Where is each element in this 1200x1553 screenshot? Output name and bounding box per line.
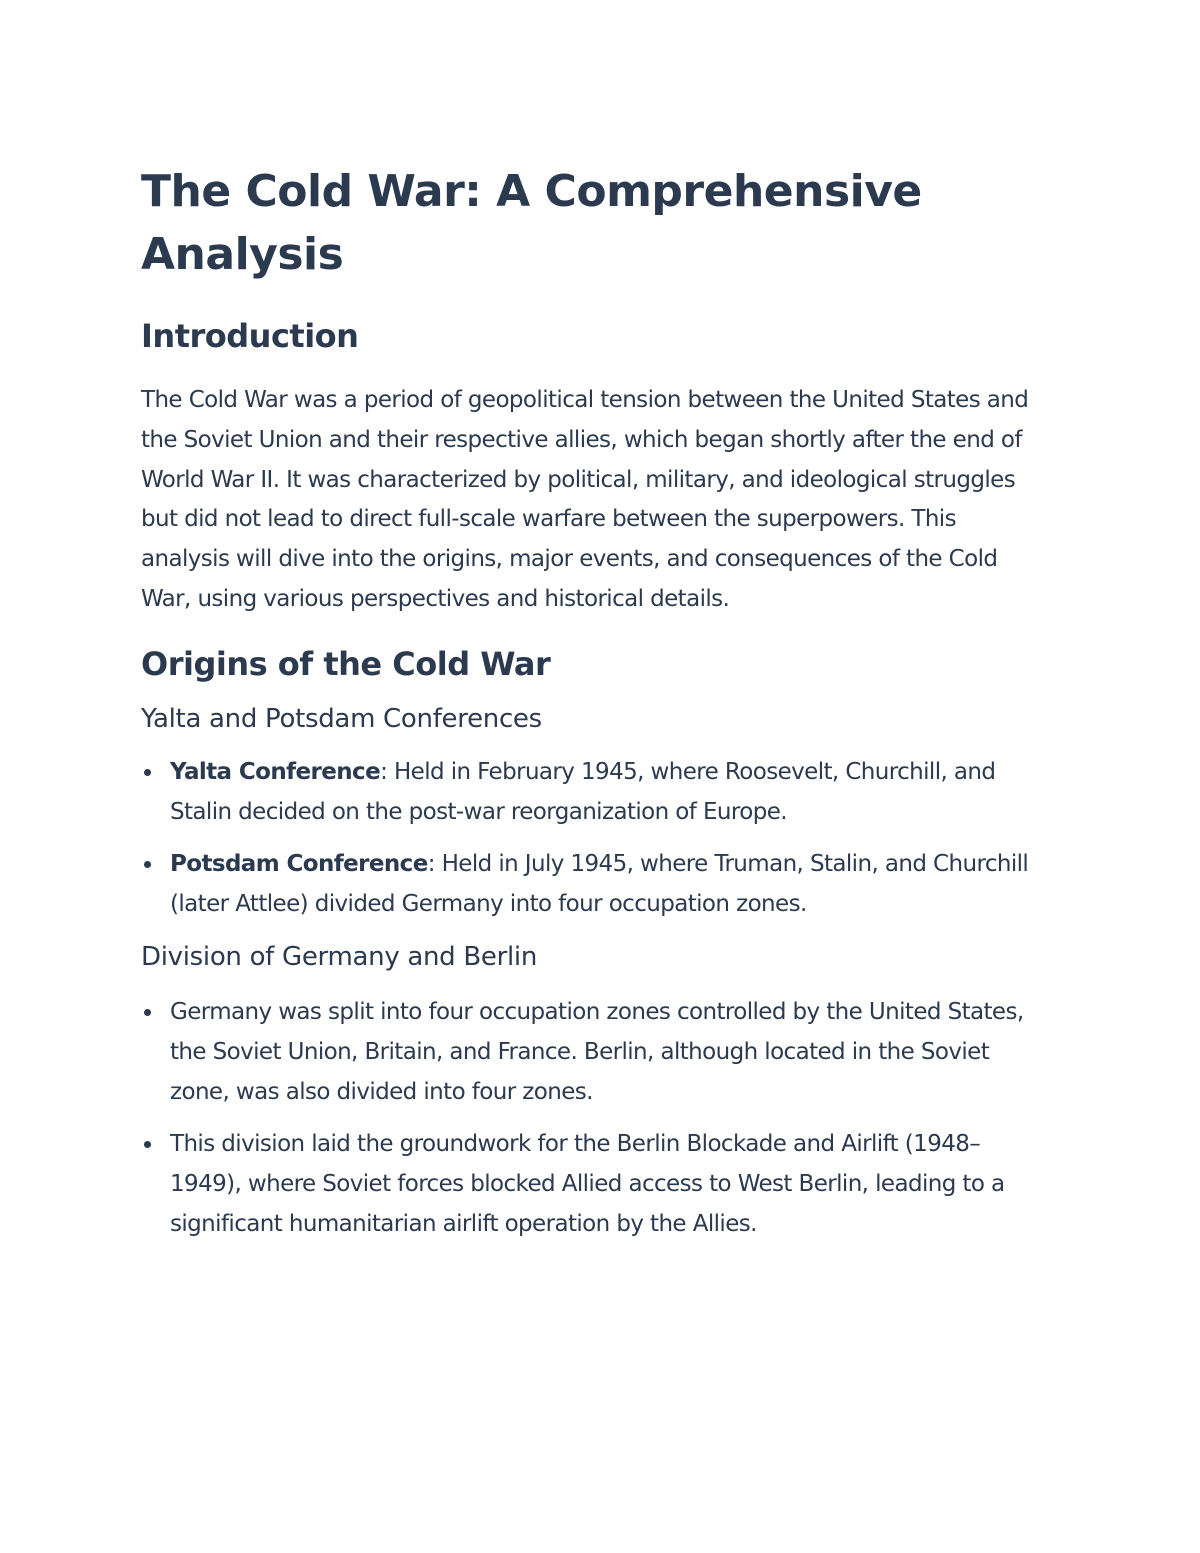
origins-heading: Origins of the Cold War	[141, 644, 551, 683]
introduction-paragraph: The Cold War was a period of geopolitical tension between the United States and the Soviet Union and their respective allies, which began shortly after the end of World War II. It was characterized by political, military, and ideological struggles but did not lead to direct full-scale warfare between the superpowers. This analysis will dive into the origins, major events, and consequences of the Cold War, using various perspectives and historical details.	[141, 387, 1029, 612]
bullet-icon	[144, 861, 151, 868]
division-list	[141, 993, 1041, 1245]
list-item-term: Yalta Conference	[170, 758, 381, 785]
list-item-text: This division laid the groundwork for the Berlin Blockade and Airlift (1948–1949), where Soviet forces blocked Allied access to West Berlin, leading to a significant humanitarian airlift operation by the Allies.	[170, 1131, 1005, 1237]
conferences-heading: Yalta and Potsdam Conferences	[141, 703, 542, 734]
list-item-text: : Held in February 1945, where Roosevelt, Churchill, and Stalin decided on the post-war reorganization of Europe.	[170, 758, 996, 825]
list-item	[141, 993, 1041, 1112]
division-heading: Division of Germany and Berlin	[141, 941, 537, 972]
document-title: The Cold War: A Comprehensive Analysis	[141, 166, 922, 280]
document-page	[141, 160, 1041, 1245]
bullet-icon	[144, 1141, 151, 1148]
list-item-text: Germany was split into four occupation zones controlled by the United States, the Soviet Union, Britain, and France. Berlin, although located in the Soviet zone, was also divided into four zones.	[170, 998, 1024, 1105]
list-item	[141, 845, 1041, 925]
list-item-term: Potsdam Conference	[170, 851, 428, 878]
bullet-icon	[144, 1009, 151, 1016]
list-item-text: : Held in July 1945, where Truman, Stalin, and Churchill (later Attlee) divided Germany into four occupation zones.	[170, 851, 1029, 918]
bullet-icon	[144, 769, 151, 776]
conferences-list	[141, 753, 1041, 925]
introduction-heading: Introduction	[141, 317, 359, 355]
list-item	[141, 1125, 1041, 1244]
list-item	[141, 753, 1041, 833]
